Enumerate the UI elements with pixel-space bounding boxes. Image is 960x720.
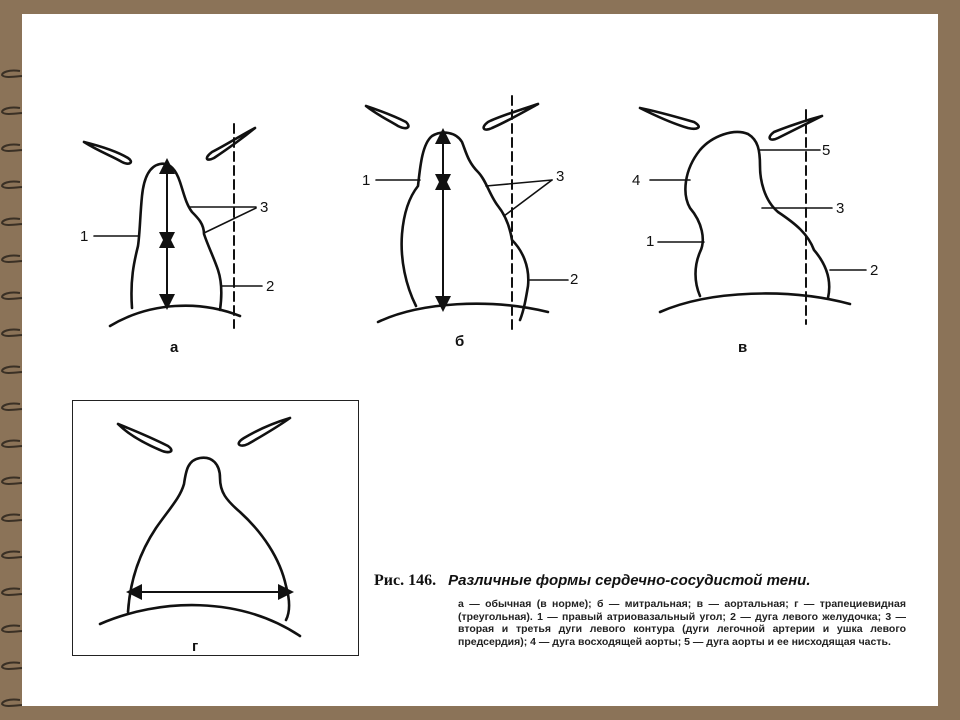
panel-v-number-3: 3 <box>836 200 845 217</box>
panel-b-drawing <box>366 96 568 330</box>
panel-v-number-4: 4 <box>632 172 641 189</box>
panel-b-number-2: 2 <box>570 271 579 288</box>
panel-v-clavicle-left <box>640 108 699 129</box>
figure-caption-body: а — обычная (в норме); б — митральная; в — аортальная; г — трапециевидная (треугольная). 1 — правый атриовазальный угол; 2 — дуга левого желудочка; 3 — вторая и третья дуги левого контура (дуги легочной артерии и ушка левого предсердия); 4 — дуга восходящей аорты; 5 — дуга аорты и ее нисходящая часть. <box>458 598 906 648</box>
panel-b-label: б <box>455 333 465 350</box>
panel-b-clavicle-left <box>366 106 408 128</box>
panel-v-diaphragm <box>660 294 850 312</box>
panel-b-leader-3a <box>486 180 552 186</box>
figure-title: Различные формы сердечно-сосудистой тени. <box>448 572 811 589</box>
panel-v-number-5: 5 <box>822 142 831 159</box>
panel-b-number-3: 3 <box>556 168 565 185</box>
panel-v-drawing <box>640 108 866 324</box>
panel-a-number-2: 2 <box>266 278 275 295</box>
panel-a-heart-outline <box>131 164 221 310</box>
panel-v-number-2: 2 <box>870 262 879 279</box>
panel-b-clavicle-right <box>484 104 538 130</box>
panel-a-label: а <box>170 339 179 356</box>
panel-b-number-1: 1 <box>362 172 371 189</box>
panel-v-label: в <box>738 339 748 356</box>
panel-a-diaphragm <box>110 306 240 326</box>
panel-a-clavicle-right <box>207 128 255 160</box>
panel-v-number-1: 1 <box>646 233 655 250</box>
figure-caption-title <box>374 572 904 590</box>
figure-number: Рис. 146. <box>374 572 437 589</box>
panel-a-clavicle-left <box>84 142 131 164</box>
panel-b-heart-outline <box>402 133 529 320</box>
panel-a-drawing <box>84 124 262 328</box>
panel-a-leader-3b <box>204 208 256 233</box>
panel-g-label: г <box>192 638 199 655</box>
panel-g-frame <box>72 400 359 656</box>
panel-v-clavicle-right <box>770 116 822 140</box>
panel-a-number-1: 1 <box>80 228 89 245</box>
panel-a-number-3: 3 <box>260 199 269 216</box>
panel-v-heart-outline <box>685 132 829 298</box>
